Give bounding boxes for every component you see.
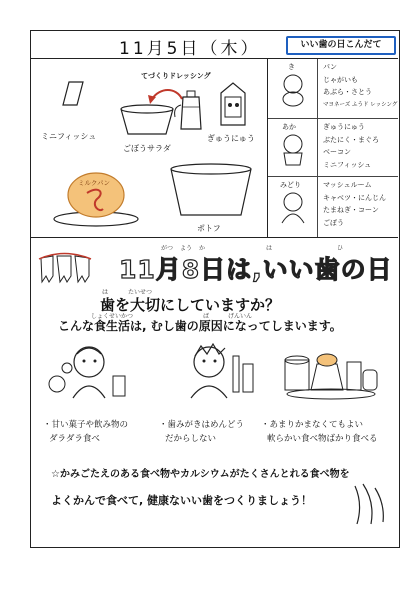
yellow-mascot-icon [278, 73, 308, 107]
group-item: ミニフィッシュ [323, 160, 372, 169]
soft-food-illustration [281, 342, 381, 400]
banner-ruby-4: は [266, 245, 273, 252]
tip-line-2: よくかんで食べて, 健康ないい歯をつくりましょう！ [51, 494, 313, 507]
banner-ruby-1: がつ [161, 245, 174, 252]
group-name: あか [282, 123, 296, 131]
habit-caption-3 [261, 418, 378, 446]
salad-label: ごぼうサラダ [123, 144, 171, 153]
subtitle-ruby-2: ば [203, 313, 210, 320]
group-row-yellow [268, 59, 398, 119]
dental-day-banner: 11月8日は,いい歯の日 [119, 255, 393, 284]
question-heading: 歯を大切にしていますか？ [100, 296, 281, 314]
habit-caption-2 [159, 418, 244, 446]
group-items [323, 121, 379, 171]
group-item: たまねぎ・コーン [323, 206, 379, 214]
milk-label: ぎゅうにゅう [207, 134, 255, 143]
subtitle-ruby-3: げんいん [228, 313, 253, 320]
mini-fish-illustration [61, 79, 91, 109]
dressing-label: てづくりドレッシング [141, 72, 211, 80]
group-item: キャベツ・にんじん [323, 193, 386, 202]
group-item: ごぼう [323, 218, 344, 227]
pottofu-label: ポトフ [197, 224, 221, 233]
green-mascot-icon [278, 191, 308, 225]
red-mascot-icon [278, 133, 308, 167]
banner-ruby-5: ひ [337, 245, 344, 252]
group-item: パン [323, 63, 337, 71]
group-row-red [268, 119, 398, 177]
group-items [323, 61, 397, 111]
caption-line: 軟らかい食べ物ばかり食べる [267, 434, 378, 444]
bread-label: ミルクパン [78, 179, 110, 187]
dental-day-article [31, 237, 398, 547]
cause-subtitle: こんな食生活は, むし歯の原因になってしまいます。 [58, 319, 342, 333]
header-row [31, 31, 398, 59]
dressing-bottle-illustration [173, 89, 209, 131]
group-name: き [288, 63, 295, 71]
fish-label: ミニフィッシュ [41, 132, 97, 141]
tip-line-1: ☆かみごたえのある食べ物やカルシウムがたくさんとれる食べ物を [51, 469, 350, 480]
banner-ruby-3: か [199, 245, 206, 252]
group-yellow-mascot-cell [268, 59, 318, 118]
group-row-green [268, 177, 398, 237]
group-item: マヨネーズ ふうド レッシング [323, 101, 398, 108]
teeth-mascot-icon [39, 254, 93, 284]
menu-illustrations [31, 59, 268, 237]
salad-bowl-illustration [119, 104, 175, 138]
group-item: ベーコン [323, 148, 351, 156]
banner-ruby-2: よう [180, 245, 193, 252]
caption-line: ダラダラ食べ [49, 434, 100, 444]
milk-carton-illustration [217, 81, 249, 127]
caption-line: だからしない [165, 434, 217, 444]
question-ruby-1: は [102, 289, 109, 296]
group-item: ぶたにく・まぐろ [323, 135, 379, 144]
special-menu-badge: いい歯の日こんだて [286, 36, 396, 55]
group-item: あぶら・さとう [323, 88, 372, 96]
group-name: みどり [280, 181, 301, 189]
caption-line: ・あまりかまなくてもよい [261, 420, 364, 430]
pottofu-bowl-illustration [169, 163, 253, 221]
snacking-child-illustration [43, 342, 133, 400]
question-ruby-2: たいせつ [128, 289, 153, 296]
group-items [323, 179, 386, 229]
group-item: じゃがいも [323, 75, 358, 84]
food-groups-table [268, 59, 398, 237]
group-item: ぎゅうにゅう [323, 123, 365, 131]
skip-brushing-child-illustration [169, 342, 259, 400]
caption-line: ・甘い菓子や飲み物の [43, 420, 129, 430]
caption-line: ・歯みがきはめんどう [159, 420, 245, 430]
menu-sheet [30, 30, 400, 548]
subtitle-ruby-1: しょくせいかつ [91, 313, 134, 320]
group-item: マッシュルーム [323, 181, 372, 189]
dried-fish-illustration [349, 482, 389, 526]
group-green-mascot-cell [268, 177, 318, 237]
habit-caption-1 [43, 418, 128, 446]
menu-date: 11月5日（木） [119, 39, 261, 59]
group-red-mascot-cell [268, 119, 318, 176]
